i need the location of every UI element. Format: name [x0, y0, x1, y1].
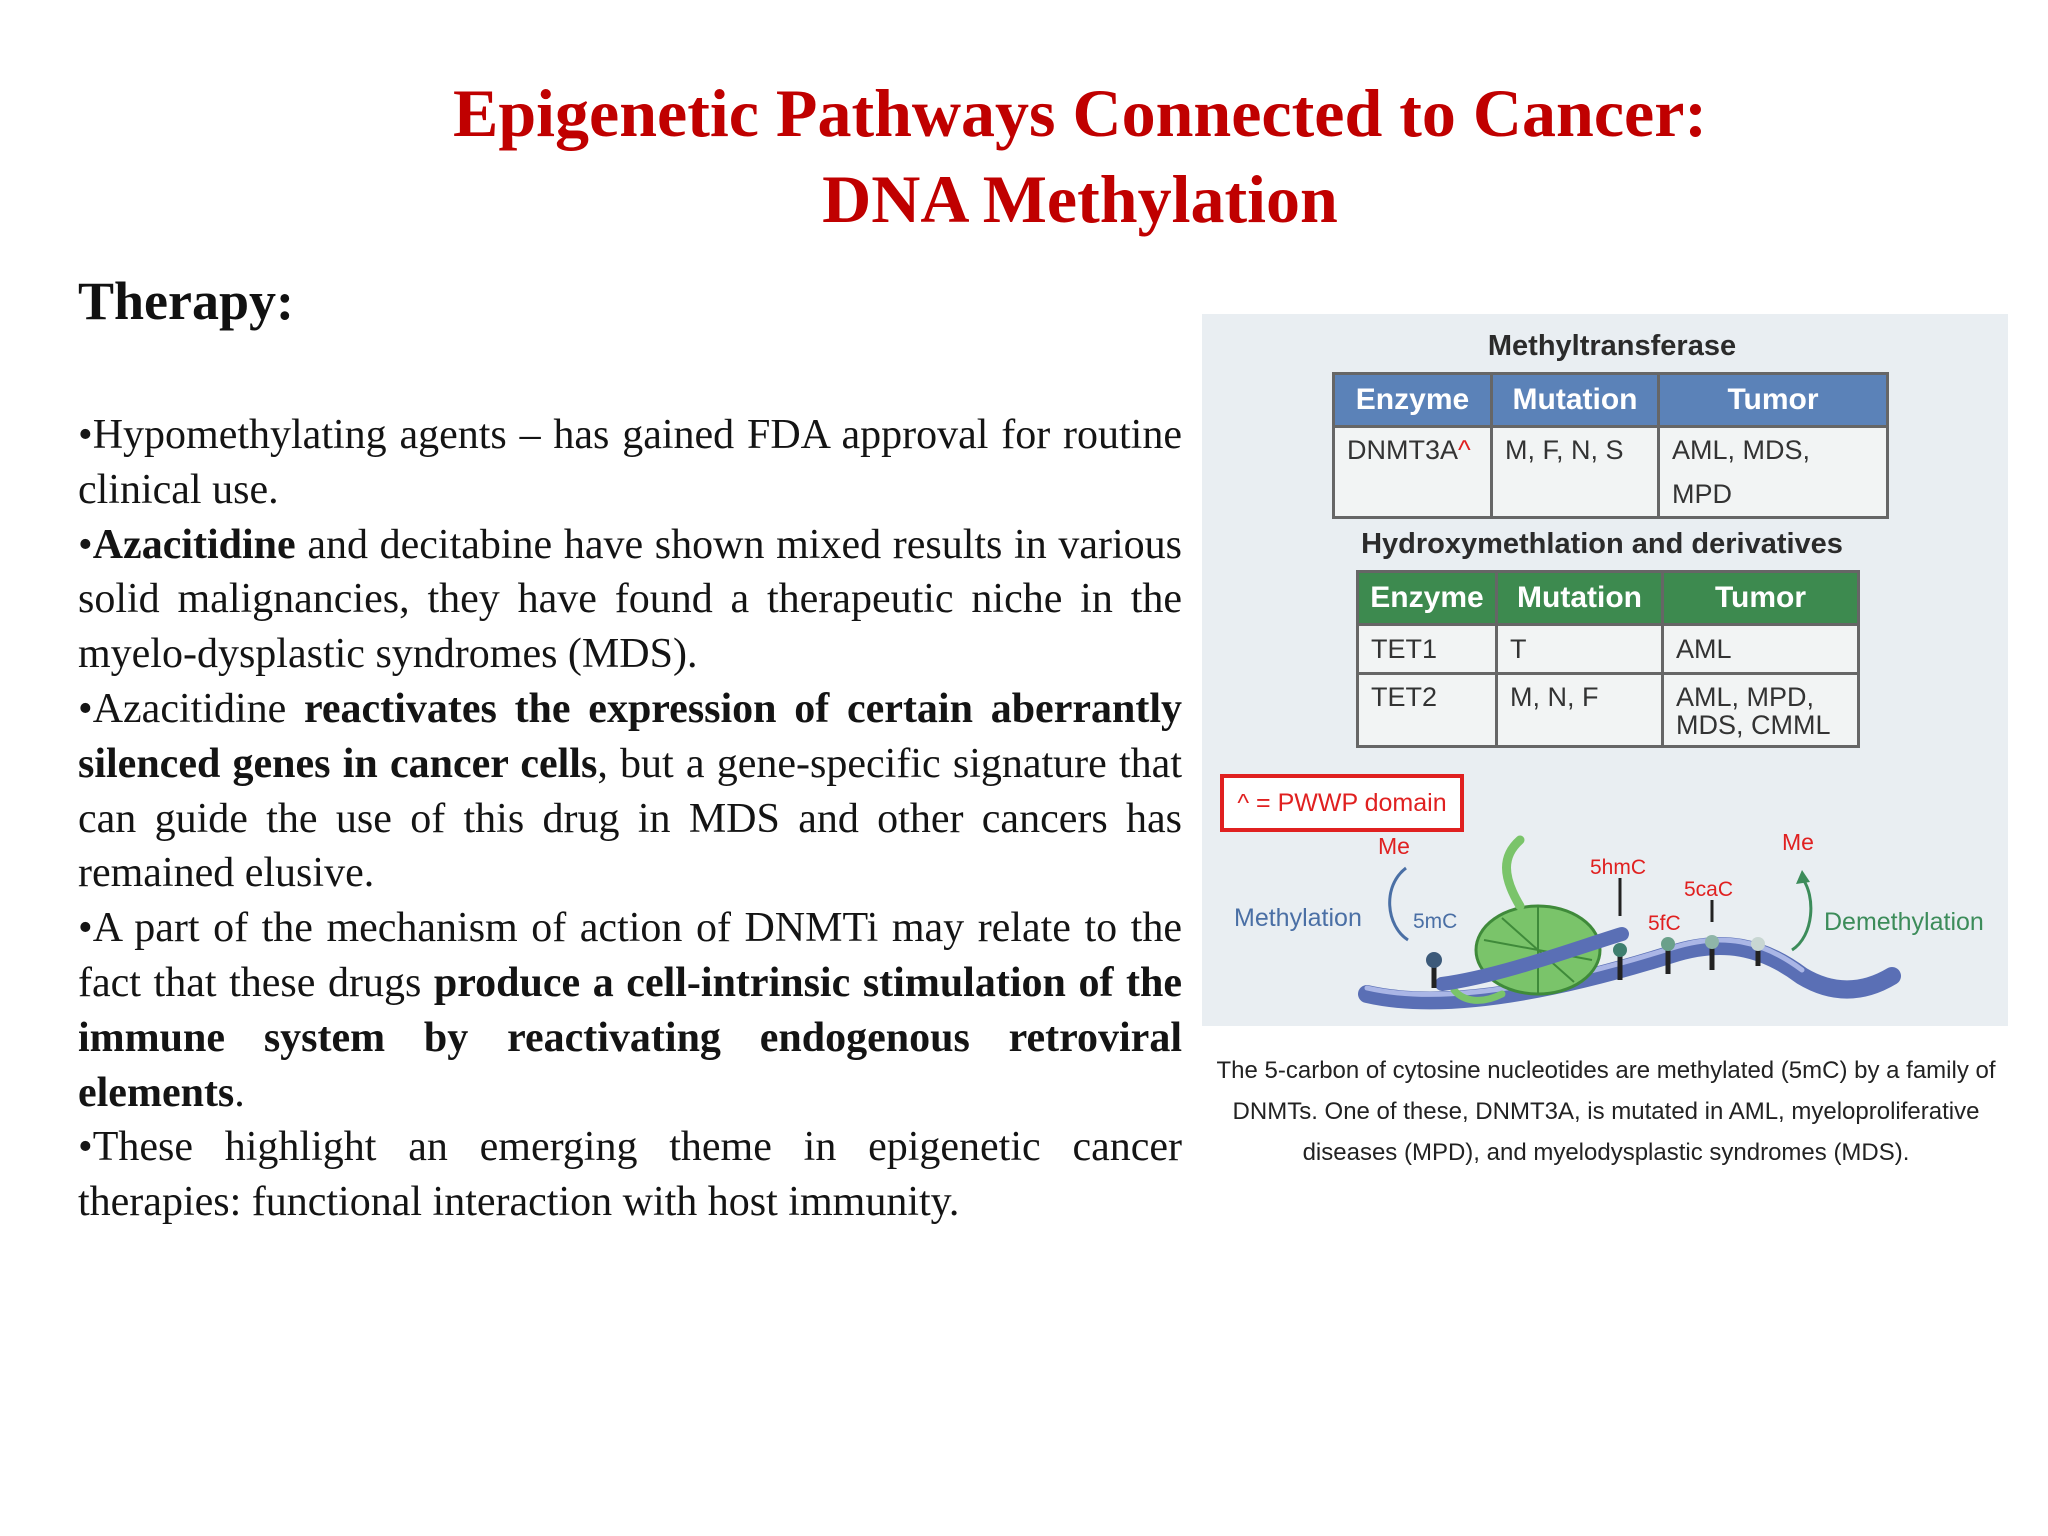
demethylation-arrow-icon: [1792, 878, 1811, 950]
cell-enzyme: TET1: [1358, 625, 1497, 674]
bullet-text: , but a gene-specific signature that can guide the use of this drug in MDS and other cancers has remained elusive.: [78, 740, 1182, 897]
cell-tumor: AML, MDS, MPD: [1659, 427, 1888, 518]
bullet-text: .: [234, 1069, 245, 1116]
bullet-text: •Hypomethylating agents – has gained FDA approval for routine clinical use.: [78, 412, 1182, 513]
5hmc-label: 5hmC: [1590, 856, 1647, 879]
cell-tumor: AML, MPD, MDS, CMML: [1663, 674, 1859, 747]
cell-mutation: T: [1497, 625, 1663, 674]
demethylation-label: Demethylation: [1824, 908, 1984, 936]
therapy-bullet-list: [78, 408, 1182, 1230]
table-row: [1358, 674, 1859, 747]
methyltransferase-caption: Methyltransferase: [1487, 330, 1737, 362]
header-mutation: Mutation: [1497, 572, 1663, 625]
cell-enzyme: [1334, 427, 1492, 518]
bullet-emerging-theme: [78, 1120, 1182, 1230]
me-right-label: Me: [1782, 829, 1814, 855]
bullet-bold-text: produce a cell-intrinsic stimulation of the immune system by reactivating endogenous retroviral elements: [78, 959, 1183, 1116]
table-row: [1358, 625, 1859, 674]
methyltransferase-table: [1332, 372, 1889, 519]
header-tumor: Tumor: [1663, 572, 1859, 625]
methylation-arrow-icon: [1390, 868, 1408, 940]
bullet-mechanism-dnmti: [78, 901, 1182, 1120]
hydroxymethylation-caption: Hydroxymethlation and derivatives: [1361, 528, 1843, 560]
enzyme-name: DNMT3A^: [1347, 435, 1471, 465]
5mc-label: 5mC: [1413, 910, 1458, 933]
header-mutation: Mutation: [1492, 374, 1659, 427]
cell-enzyme: TET2: [1358, 674, 1497, 747]
pwwp-caret: ^: [1458, 435, 1471, 465]
cell-mutation: M, F, N, S: [1492, 427, 1659, 518]
hydroxymethylation-table: [1356, 570, 1860, 748]
header-enzyme: Enzyme: [1334, 374, 1492, 427]
therapy-heading: Therapy:: [78, 271, 294, 331]
bullet-hypomethylating-agents: [78, 408, 1182, 518]
figure-caption: The 5-carbon of cytosine nucleotides are methylated (5mC) by a family of DNMTs. One of these, DNMT3A, is mutated in AML, myeloproliferative diseases (MPD), and myelodysplastic syndromes (MDS).: [1216, 1057, 1996, 1166]
5cac-label: 5caC: [1684, 878, 1734, 901]
me-left-label: Me: [1378, 833, 1410, 859]
slide-title-line-2: DNA Methylation: [822, 161, 1338, 237]
methylation-cycle-diagram: [1202, 826, 2008, 1026]
bullet-azacitidine-decitabine: [78, 518, 1182, 682]
cell-mutation: M, N, F: [1497, 674, 1663, 747]
slide-title: [0, 70, 2048, 242]
table-row: [1334, 427, 1888, 518]
methylation-label: Methylation: [1234, 904, 1362, 932]
bullet-text: •Azacitidine: [78, 685, 305, 732]
header-enzyme: Enzyme: [1358, 572, 1497, 625]
cell-tumor: AML: [1663, 625, 1859, 674]
bullet-text: •A part of the mechanism of action of DNMTi may relate to the fact that these drugs: [78, 905, 1182, 1006]
bullet-text: •: [78, 521, 93, 568]
bullet-reactivates-expression: [78, 682, 1182, 901]
header-tumor: Tumor: [1659, 374, 1888, 427]
slide-title-line-1: Epigenetic Pathways Connected to Cancer:: [452, 75, 1708, 151]
bullet-bold-text: reactivates the expression of certain aberrantly silenced genes in cancer cells: [78, 685, 1182, 787]
bullet-bold-text: Azacitidine: [92, 521, 296, 568]
bullet-text: •These highlight an emerging theme in epigenetic cancer therapies: functional interaction with host immunity.: [78, 1124, 1182, 1226]
pwwp-domain-note: ^ = PWWP domain: [1220, 774, 1464, 832]
5fc-label: 5fC: [1648, 912, 1681, 935]
bullet-text: and decitabine have shown mixed results in various solid malignancies, they have found a therapeutic niche in the myelo-dysplastic syndromes (MDS).: [78, 521, 1182, 678]
methylation-figure: [1202, 314, 2008, 1026]
